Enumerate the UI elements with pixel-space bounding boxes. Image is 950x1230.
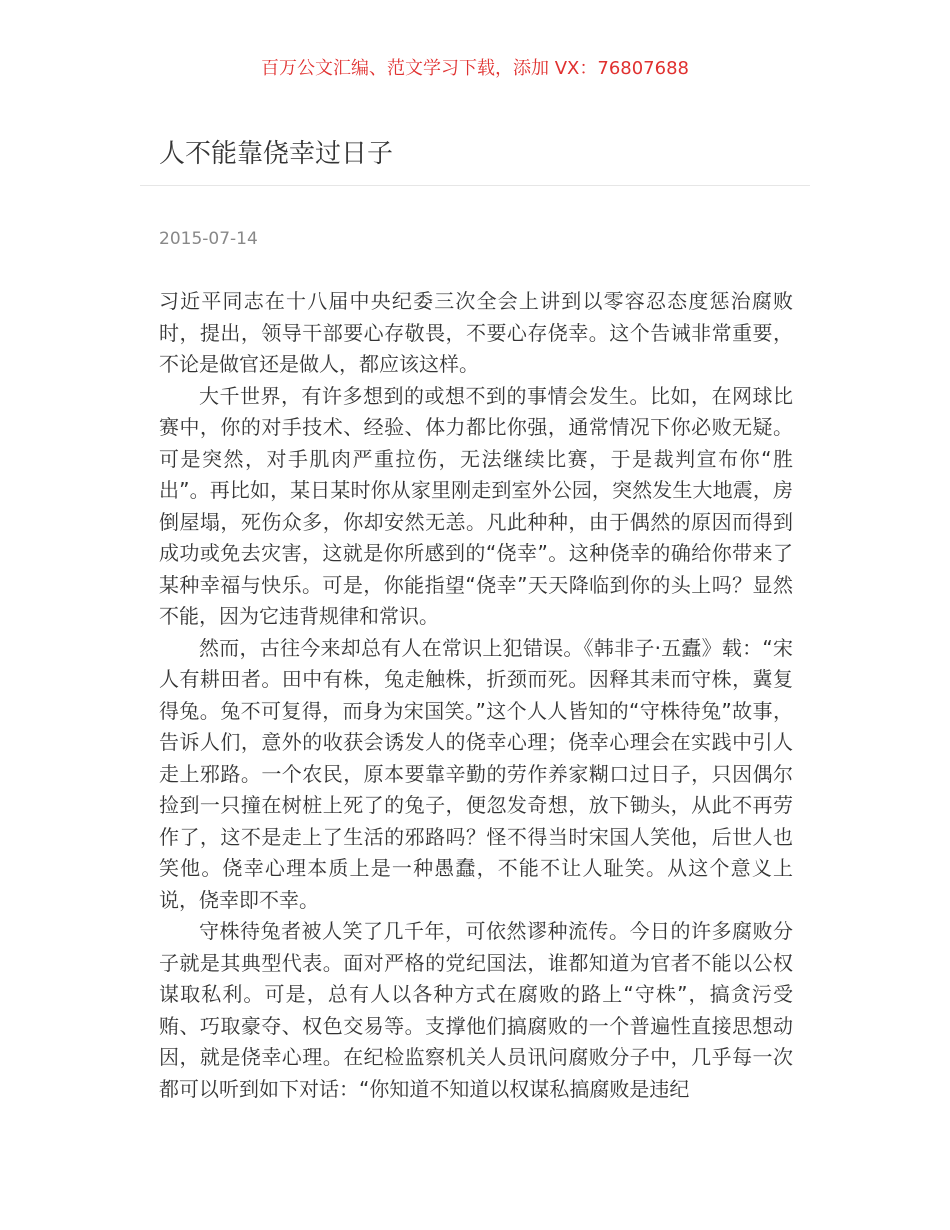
paragraph-1: 习近平同志在十八届中央纪委三次全会上讲到以零容忍态度惩治腐败时，提出，领导干部要心存敬畏，不要心存侥幸。这个告诫非常重要，不论是做官还是做人，都应该这样。 (159, 289, 793, 376)
publish-date: 2015-07-14 (159, 229, 258, 249)
article-body (159, 286, 793, 1105)
paragraph-2: 大千世界，有许多想到的或想不到的事情会发生。比如，在网球比赛中，你的对手技术、经验、体力都比你强，通常情况下你必败无疑。可是突然，对手肌肉严重拉伤，无法继续比赛，于是裁判宣布你“胜出”。再比如，某日某时你从家里刚走到室外公园，突然发生大地震，房倒屋塌，死伤众多，你却安然无恙。凡此种种，由于偶然的原因而得到成功或免去灾害，这就是你所感到的“侥幸”。这种侥幸的确给你带来了某种幸福与快乐。可是，你能指望“侥幸”天天降临到你的头上吗？显然不能，因为它违背规律和常识。 (159, 383, 793, 628)
paragraph-3: 然而，古往今来却总有人在常识上犯错误。《韩非子·五蠹》载：“宋人有耕田者。田中有株，兔走触株，折颈而死。因释其耒而守株，冀复得兔。兔不可复得，而身为宋国笑。”这个人人皆知的“守株待兔”故事，告诉人们，意外的收获会诱发人的侥幸心理；侥幸心理会在实践中引人走上邪路。一个农民，原本要靠辛勤的劳作养家糊口过日子，只因偶尔捡到一只撞在树桩上死了的兔子，便忽发奇想，放下锄头，从此不再劳作了，这不是走上了生活的邪路吗？怪不得当时宋国人笑他，后世人也笑他。侥幸心理本质上是一种愚蠢，不能不让人耻笑。从这个意义上说，侥幸即不幸。 (159, 635, 793, 912)
article-title: 人不能靠侥幸过日子 (159, 139, 394, 169)
paragraph-4: 守株待兔者被人笑了几千年，可依然谬种流传。今日的许多腐败分子就是其典型代表。面对严格的党纪国法，谁都知道为官者不能以公权谋取私利。可是，总有人以各种方式在腐败的路上“守株”，搞贪污受贿、巧取豪夺、权色交易等。支撑他们搞腐败的一个普遍性直接思想动因，就是侥幸心理。在纪检监察机关人员讯问腐败分子中，几乎每一次都可以听到如下对话：“你知道不知道以权谋私搞腐败是违纪 (159, 919, 793, 1101)
title-divider (140, 185, 810, 186)
header-banner: 百万公文汇编、范文学习下载，添加 VX：76807688 (261, 58, 689, 79)
